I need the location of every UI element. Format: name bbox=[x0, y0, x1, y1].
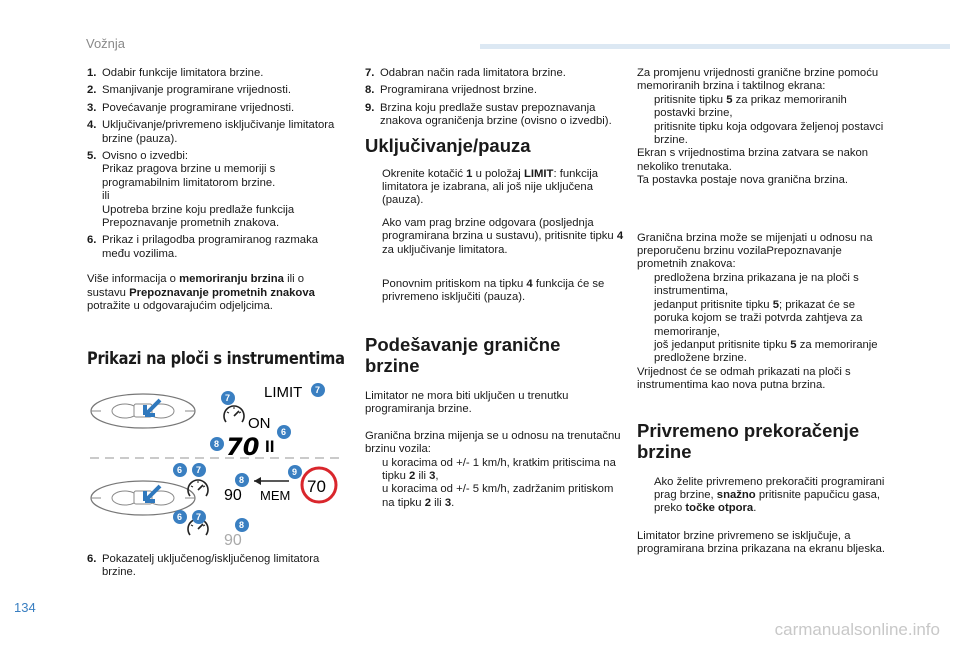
bullet-item: Ako želite privremeno prekoračiti programirani prag brzine, snažno pritisnite papučicu gasa, preko točke otpora. bbox=[654, 475, 885, 515]
bullet-item: pritisnite tipku 5 za prikaz memoriranih postavki brzine, bbox=[654, 93, 847, 120]
column-2 bbox=[365, 67, 625, 510]
bullet-item: još jedanput pritisnite tipku 5 za memoriranje predložene brzine. bbox=[654, 338, 878, 365]
column-1 bbox=[87, 67, 345, 314]
list-text: Odabir funkcije limitatora brzine. bbox=[102, 67, 264, 79]
list-text: Programirana vrijednost brzine. bbox=[380, 84, 537, 97]
list-number: 5. bbox=[87, 150, 97, 163]
svg-text:7: 7 bbox=[315, 385, 321, 395]
numbered-list-2 bbox=[365, 67, 625, 129]
list-number: 4. bbox=[87, 119, 97, 132]
list-text: Odabran način rada limitatora brzine. bbox=[380, 67, 566, 79]
heading-activation-pause: Uključivanje/pauza bbox=[365, 134, 531, 156]
list-item bbox=[87, 102, 345, 115]
speedometer-icon bbox=[224, 406, 244, 422]
paragraph: Limitator brzine privremeno se isključuje, a programirana brzina prikazana na ekranu bljeska. bbox=[637, 529, 886, 556]
bullet-item: u koracima od +/- 5 km/h, zadržanim pritiskom na tipku 2 ili 3. bbox=[382, 483, 614, 509]
speed-limit-sign-value: 70 bbox=[307, 477, 326, 496]
paragraph: Granična brzina može se mijenjati u odnosu na preporučenu brzinu vozilaPrepoznavanje prometnih znakova: bbox=[637, 231, 873, 271]
mem-label: MEM bbox=[260, 488, 291, 503]
numbered-list bbox=[87, 67, 345, 261]
heading-limit-adjustment: Podešavanje granične brzine bbox=[365, 333, 561, 376]
instrument-display-figure bbox=[88, 378, 348, 548]
section-header: Vožnja bbox=[86, 36, 126, 51]
bullet-item: predložena brzina prikazana je na ploči s instrumentima, bbox=[654, 271, 859, 298]
list-text: Brzina koju predlaže sustav prepoznavanja znakova ograničenja brzine (ovisno o izvedbi). bbox=[380, 101, 612, 128]
bullet-item: Okrenite kotačić 1 u položaj LIMIT: funkcija limitatora je izabrana, ali još nije uključena (pauza). bbox=[382, 167, 599, 207]
list-text: Povećavanje programirane vrijednosti. bbox=[102, 101, 295, 114]
bullet-item: u koracima od +/- 1 km/h, kratkim pritiscima na tipku 2 ili 3, bbox=[382, 456, 616, 482]
bullet-item: jedanput pritisnite tipku 5; prikazat će se poruka kojom se traži potvrda zahtjeva za memoriranje, bbox=[654, 298, 863, 338]
selection-arrow-head bbox=[254, 477, 261, 485]
list-text: Prikaz i prilagodba programiranog razmaka među vozilima. bbox=[102, 234, 318, 260]
svg-text:8: 8 bbox=[214, 439, 220, 449]
speed-setting-70: 70 bbox=[226, 433, 260, 461]
heading-instrument-displays: Prikazi na ploči s instrumentima bbox=[87, 349, 345, 369]
list-number: 7. bbox=[365, 67, 375, 79]
list-number: 8. bbox=[365, 84, 375, 97]
list-item bbox=[87, 119, 345, 146]
watermark: carmanualsonline.info bbox=[774, 620, 940, 639]
svg-text:7: 7 bbox=[196, 465, 202, 475]
item-6-indicator: 6. Pokazatelj uključenog/isključenog limitatora brzine. bbox=[87, 553, 320, 579]
bullet-item: Ako vam prag brzine odgovara (posljednja programirana brzina u sustavu), pritisnite tipku 4 za uključivanje limitatora. bbox=[382, 216, 624, 256]
paragraph: Za promjenu vrijednosti granične brzine pomoću memoriranih brzina i taktilnog ekrana: bbox=[637, 67, 879, 93]
svg-text:8: 8 bbox=[239, 520, 245, 530]
paragraph: Granična brzina mijenja se u odnosu na trenutačnu brzinu vozila: bbox=[365, 429, 621, 456]
svg-text:6: 6 bbox=[177, 512, 183, 522]
svg-text:9: 9 bbox=[292, 467, 298, 477]
note-paragraph: Više informacija o memoriranju brzina ili o sustavu Prepoznavanje prometnih znakova potražite u odgovarajućim odjeljcima. bbox=[87, 273, 315, 313]
bullet-item: Ponovnim pritiskom na tipku 4 funkcija će se privremeno isključiti (pauza). bbox=[382, 278, 605, 304]
list-item bbox=[87, 84, 345, 97]
header-bar bbox=[480, 44, 950, 49]
list-item bbox=[365, 67, 625, 80]
svg-text:7: 7 bbox=[196, 512, 202, 522]
speed-setting-90-grey: 90 bbox=[224, 532, 242, 548]
list-text: Smanjivanje programirane vrijednosti. bbox=[102, 84, 291, 97]
list-number: 9. bbox=[365, 101, 375, 114]
speed-setting-90: 90 bbox=[224, 487, 242, 504]
paragraph: Limitator ne mora biti uključen u trenutku programiranja brzine. bbox=[365, 389, 569, 416]
paragraph: Vrijednost će se odmah prikazati na ploči s instrumentima kao nova putna brzina. bbox=[637, 365, 851, 392]
page-number: 134 bbox=[14, 600, 36, 615]
pause-symbol: II bbox=[265, 437, 275, 456]
bullet-item: pritisnite tipku koja odgovara željenoj postavci brzine. bbox=[654, 120, 884, 147]
list-number: 2. bbox=[87, 84, 97, 97]
list-item bbox=[365, 84, 625, 97]
list-number: 6. bbox=[87, 234, 97, 247]
list-number: 1. bbox=[87, 67, 97, 79]
list-item bbox=[87, 150, 345, 230]
list-item bbox=[87, 234, 345, 261]
heading-temporary-overspeed: Privremeno prekoračenje brzine bbox=[637, 419, 860, 462]
list-text: Ovisno o izvedbi: Prikaz pragova brzine u memoriji s programabilnim limitatorom brzine. ili Upotreba brzine koju predlaže funkcija Prepoznavanje prometnih znakova. bbox=[102, 150, 295, 230]
list-item bbox=[365, 102, 625, 129]
list-text: Uključivanje/privremeno isključivanje limitatora brzine (pauza). bbox=[102, 119, 335, 145]
paragraph: Ekran s vrijednostima brzina zatvara se nakon nekoliko trenutaka. Ta postavka postaje nova granična brzina. bbox=[637, 147, 869, 187]
speedometer-icon bbox=[188, 480, 208, 496]
svg-text:6: 6 bbox=[281, 427, 287, 437]
svg-text:6: 6 bbox=[177, 465, 183, 475]
on-label: ON bbox=[248, 415, 271, 432]
list-item bbox=[87, 67, 345, 80]
svg-text:8: 8 bbox=[239, 475, 245, 485]
list-number: 3. bbox=[87, 101, 97, 114]
column-3 bbox=[637, 67, 887, 557]
svg-text:7: 7 bbox=[225, 393, 231, 403]
limit-label: LIMIT bbox=[264, 384, 303, 401]
